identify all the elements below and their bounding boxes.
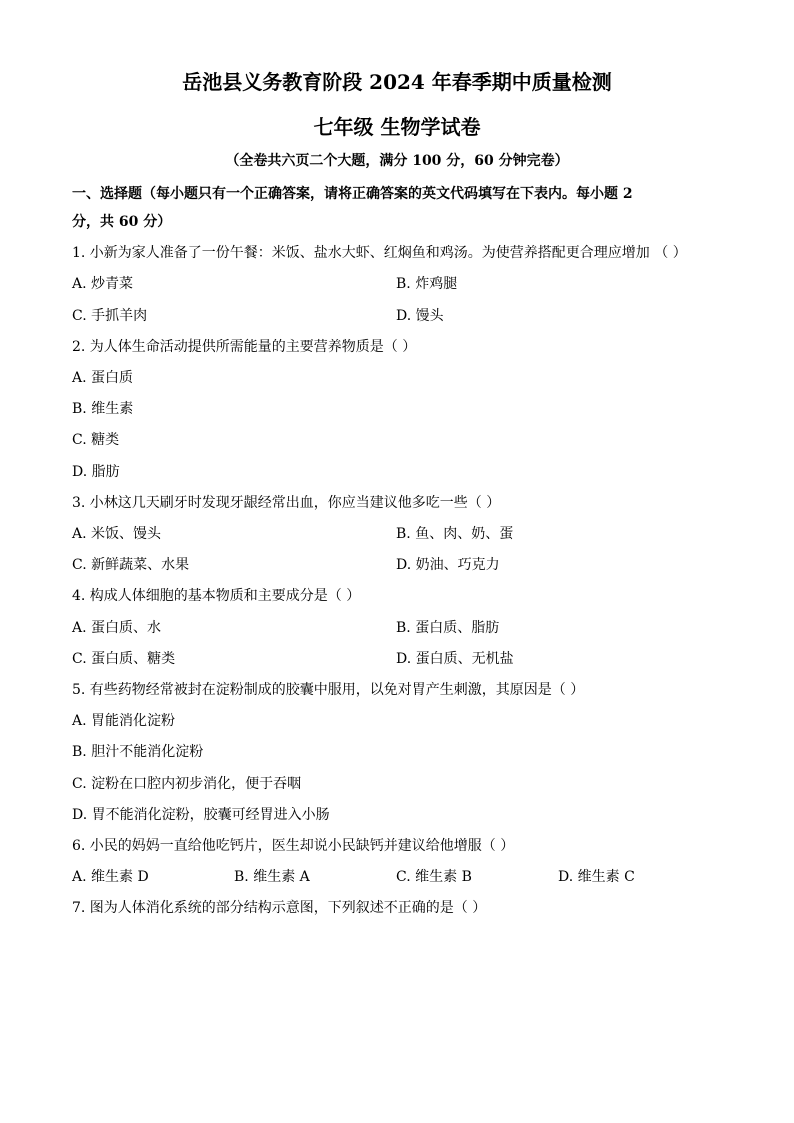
question-5-option-a: A. 胃能消化淀粉 <box>72 713 176 729</box>
question-6-option-b: B. 维生素 A <box>234 869 310 885</box>
question-1-option-b: B. 炸鸡腿 <box>396 276 458 292</box>
question-4-option-b: B. 蛋白质、脂肪 <box>396 620 500 636</box>
exam-title: 岳池县义务教育阶段 2024 年春季期中质量检测 <box>182 70 612 94</box>
question-4-option-d: D. 蛋白质、无机盐 <box>396 651 514 667</box>
question-5-option-b: B. 胆汁不能消化淀粉 <box>72 744 204 760</box>
question-2-option-c: C. 糖类 <box>72 432 120 448</box>
question-2-stem: 2. 为人体生命活动提供所需能量的主要营养物质是（ ） <box>72 339 417 355</box>
question-4-option-a: A. 蛋白质、水 <box>72 620 162 636</box>
question-1-option-c: C. 手抓羊肉 <box>72 308 148 324</box>
exam-subtitle: 七年级 生物学试卷 <box>313 115 481 139</box>
question-4-option-c: C. 蛋白质、糖类 <box>72 651 176 667</box>
question-6-stem: 6. 小民的妈妈一直给他吃钙片，医生却说小民缺钙并建议给他增服（ ） <box>72 838 515 854</box>
question-1-stem: 1. 小新为家人准备了一份午餐：米饭、盐水大虾、红焖鱼和鸡汤。为使营养搭配更合理应增加 （ ） <box>72 245 687 261</box>
section-heading-line1: 一、选择题（每小题只有一个正确答案，请将正确答案的英文代码填写在下表内。每小题 2 <box>72 186 633 202</box>
question-3-option-a: A. 米饭、馒头 <box>72 526 162 542</box>
question-6-option-c: C. 维生素 B <box>396 869 472 885</box>
question-1-option-a: A. 炒青菜 <box>72 276 134 292</box>
question-5-stem: 5. 有些药物经常被封在淀粉制成的胶囊中服用，以免对胃产生刺激，其原因是（ ） <box>72 682 585 698</box>
exam-note: （全卷共六页二个大题，满分 100 分，60 分钟完卷） <box>225 153 569 169</box>
question-3-stem: 3. 小林这几天刷牙时发现牙龈经常出血，你应当建议他多吃一些（ ） <box>72 495 501 511</box>
question-3-option-d: D. 奶油、巧克力 <box>396 557 500 573</box>
question-2-option-a: A. 蛋白质 <box>72 370 134 386</box>
question-5-option-d: D. 胃不能消化淀粉，胶囊可经胃进入小肠 <box>72 807 330 823</box>
question-6-option-a: A. 维生素 D <box>72 869 149 885</box>
question-7-stem: 7. 图为人体消化系统的部分结构示意图，下列叙述不正确的是（ ） <box>72 900 487 916</box>
question-1-option-d: D. 馒头 <box>396 308 444 324</box>
question-3-option-c: C. 新鲜蔬菜、水果 <box>72 557 190 573</box>
question-4-stem: 4. 构成人体细胞的基本物质和主要成分是（ ） <box>72 588 361 604</box>
section-heading-line2: 分，共 60 分） <box>72 214 172 230</box>
question-2-option-b: B. 维生素 <box>72 401 134 417</box>
question-2-option-d: D. 脂肪 <box>72 464 120 480</box>
question-6-option-d: D. 维生素 C <box>558 869 635 885</box>
question-3-option-b: B. 鱼、肉、奶、蛋 <box>396 526 514 542</box>
question-5-option-c: C. 淀粉在口腔内初步消化，便于吞咽 <box>72 776 302 792</box>
